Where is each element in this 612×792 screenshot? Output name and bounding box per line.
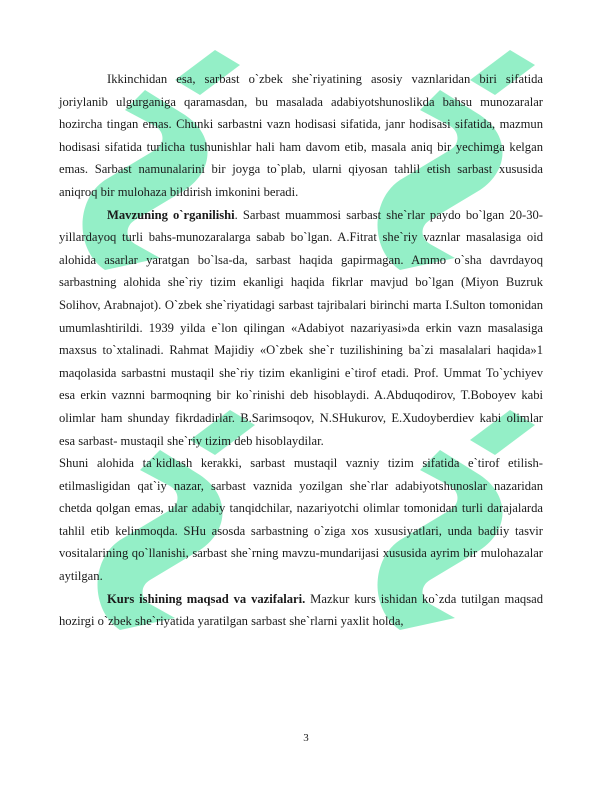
section-heading: Kurs ishining maqsad va vazifalari. xyxy=(107,591,306,606)
paragraph-text: Ikkinchidan esa, sarbast o`zbek she`riyatining asosiy vaznlaridan biri sifatida joriylanib ulgurganiga qaramasdan, bu masalada adabiyotshunoslikda bahsu munozaralar hozircha tingan emas. Chunki sarbastni vazn hodisasi sifatida, janr hodisasi sifatida, mazmun hodisasi sifatida turlicha tushunishlar hali ham davom etib, masala aniq bir yechimga kelgan emas. Sarbast namunalarini bir joyga to`plab, ularni qiyosan tahlil etish sarbast xususida aniqroq bir mulohaza bildirish imkonini beradi. xyxy=(59,72,543,199)
paragraph xyxy=(59,68,543,204)
paragraph xyxy=(59,204,543,453)
document-body xyxy=(59,68,543,633)
section-heading: Mavzuning o`rganilishi xyxy=(107,207,235,222)
paragraph xyxy=(59,588,543,633)
paragraph-text: . Sarbast muammosi sarbast she`rlar paydo bo`lgan 20-30-yillardayoq turli bahs-munozaralarga sabab bo`lgan. A.Fitrat she`riy vaznlar masalasiga oid alohida asarlar yaratgan bo`lsa-da, sarbast haqida gapirmagan. Ammo o`sha davrdayoq sarbastning alohida she`riy tizim ekanligi haqida fikrlar mavjud bo`lgan (Miyon Buzruk Solihov, Arabnajot). O`zbek she`riyatidagi sarbast tajribalari birinchi marta I.Sulton tomonidan umumlashtirildi. 1939 yilda e`lon qilingan «Adabiyot nazariyasi»da erkin vazn masalasiga maxsus to`xtalinadi. Rahmat Majidiy «O`zbek she`r tuzilishining ba`zi masalalari haqida»1 maqolasida sarbastni mustaqil she`riy tizim ekanligini e`tirof etadi. Prof. Ummat To`ychiyev esa erkin vaznni barmoqning bir ko`rinishi deb hisoblaydi. A.Abduqodirov, T.Boboyev kabi olimlar ham shunday fikrdadirlar. B.Sarimsoqov, N.SHukurov, E.Xudoyberdiev kabi olimlar esa sarbast- mustaqil she`riy tizim deb hisoblaydilar. xyxy=(59,207,543,448)
paragraph xyxy=(59,452,543,588)
paragraph-text: Shuni alohida ta`kidlash kerakki, sarbast mustaqil vazniy tizim sifatida e`tirof etilish-etilmasligidan qat`iy nazar, sarbast vaznida yozilgan she`rlar adabiyotshunoslar nazaridan chetda qolgan emas, ular adabiy tanqidchilar, nazariyotchi olimlar tomonidan turli darajalarda tahlil etib kelinmoqda. SHu asosda sarbastning o`ziga xos xususiyatlari, unda badiiy tasvir vositalarining qo`llanishi, sarbast she`rning mavzu-mundarijasi xususida ayrim bir mulohazalar aytilgan. xyxy=(59,456,543,584)
paragraph-text: Mazkur kurs ishidan ko`zda tutilgan maqsad hozirgi o`zbek she`riyatida yaratilgan sarbast she`rlarni yaxlit holda, xyxy=(59,591,543,629)
page-number: 3 xyxy=(303,732,309,744)
